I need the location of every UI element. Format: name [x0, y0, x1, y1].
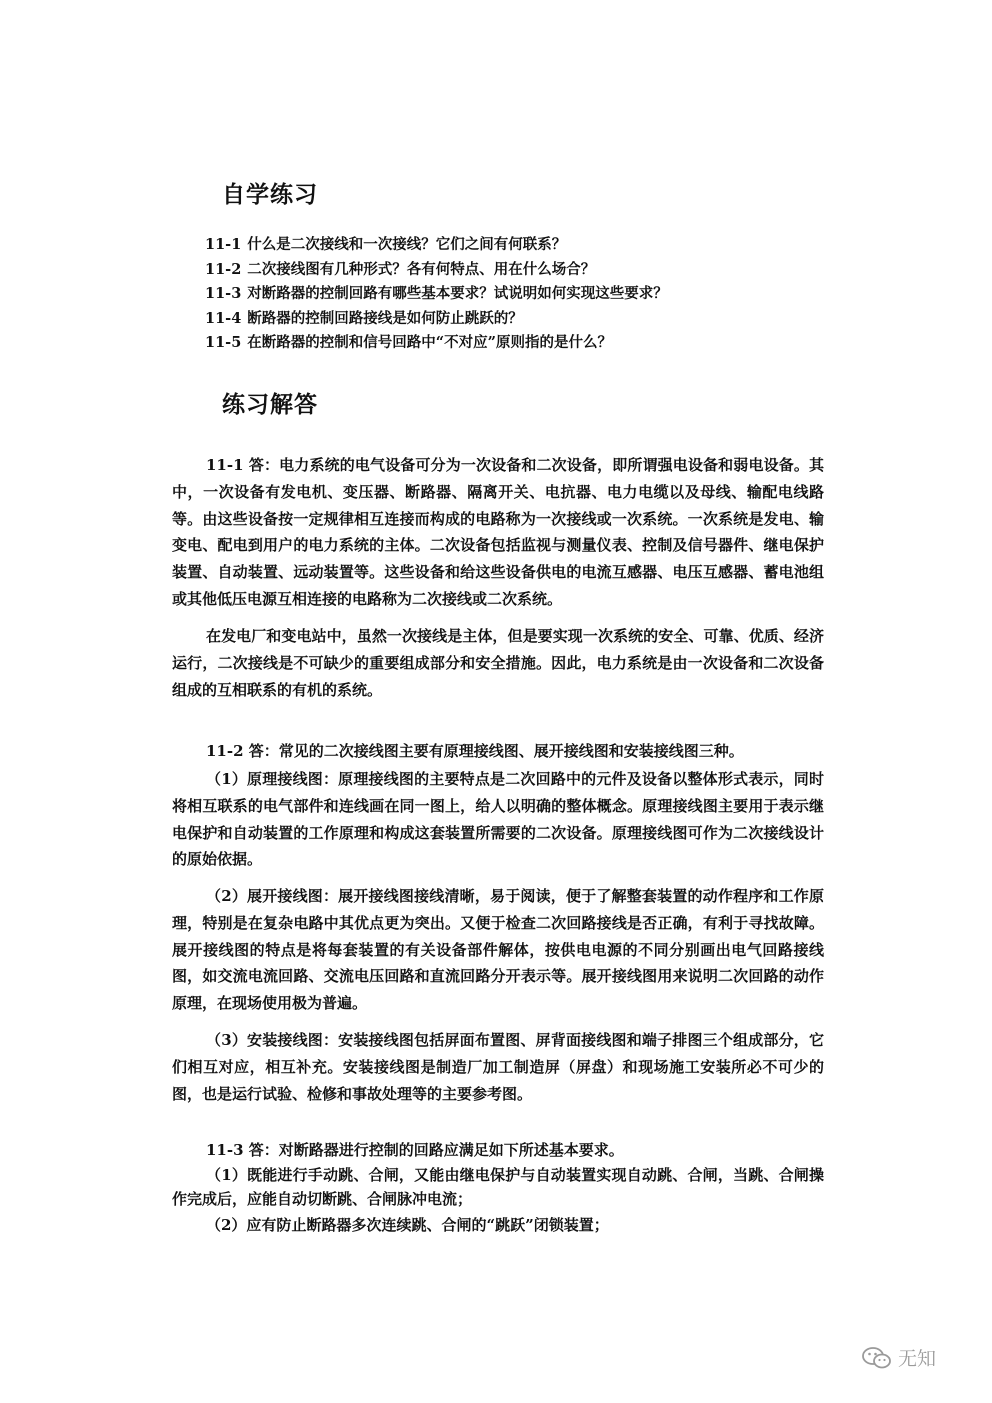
question-item: 11-3 对断路器的控制回路有哪些基本要求？试说明如何实现这些要求？: [205, 285, 668, 303]
wechat-icon: [862, 1346, 892, 1370]
question-item: 11-5 在断路器的控制和信号回路中“不对应”原则指的是什么？: [205, 334, 612, 352]
question-item: 11-1 什么是二次接线和一次接线？它们之间有何联系？: [205, 236, 567, 253]
watermark: [862, 1344, 936, 1371]
answer-11-2-intro: 11-2 答：常见的二次接线图主要有原理接线图、展开接线图和安装接线图三种。: [206, 742, 744, 760]
answer-11-2-paragraph-2: （2）展开接线图：展开接线图接线清晰，易于阅读，便于了解整套装置的动作程序和工作原理，特别是在复杂电路中其优点更为突出。又便于检查二次回路接线是否正确，有利于寻找故障。展开接线图的特点是将每套装置的有关设备部件解体，按供电电源的不同分别画出电气回路接线图，如交流电流回路、交流电压回路和直流回路分开表示等。展开接线图用来说明二次回路的动作原理，在现场使用极为普遍。: [172, 887, 824, 1013]
answer-11-3-intro: 11-3 答：对断路器进行控制的回路应满足如下所述基本要求。: [206, 1141, 624, 1159]
question-list: [205, 233, 668, 356]
answer-11-2-paragraph-3: （3）安装接线图：安装接线图包括屏面布置图、屏背面接线图和端子排图三个组成部分，它们相互对应，相互补充。安装接线图是制造厂加工制造屏（屏盘）和现场施工安装所必不可少的图，也是运行试验、检修和事故处理等的主要参考图。: [172, 1031, 824, 1103]
section-heading-answers: 练习解答: [222, 392, 318, 418]
question-item: 11-4 断路器的控制回路接线是如何防止跳跃的？: [205, 309, 523, 327]
section-heading-self-study: 自学练习: [222, 182, 318, 208]
answer-11-3-paragraph-1: （1）既能进行手动跳、合闸，又能由继电保护与自动装置实现自动跳、合闸，当跳、合闸操作完成后，应能自动切断跳、合闸脉冲电流；: [172, 1166, 824, 1208]
answer-11-2-paragraph-1: （1）原理接线图：原理接线图的主要特点是二次回路中的元件及设备以整体形式表示，同时将相互联系的电气部件和连线画在同一图上，给人以明确的整体概念。原理接线图主要用于表示继电保护和自动装置的工作原理和构成这套装置所需要的二次设备。原理接线图可作为二次接线设计的原始依据。: [172, 770, 824, 869]
answer-11-1-paragraph-1: 11-1 答：电力系统的电气设备可分为一次设备和二次设备，即所谓强电设备和弱电设备。其中，一次设备有发电机、变压器、断路器、隔离开关、电抗器、电力电缆以及母线、输配电线路等。由这些设备按一定规律相互连接而构成的电路称为一次接线或一次系统。一次系统是发电、输变电、配电到用户的电力系统的主体。二次设备包括监视与测量仪表、控制及信号器件、继电保护装置、自动装置、远动装置等。这些设备和给这些设备供电的电流互感器、电压互感器、蓄电池组或其他低压电源互相连接的电路称为二次接线或二次系统。: [172, 456, 824, 608]
watermark-text: 无知: [898, 1348, 937, 1370]
answer-11-3-paragraph-2: （2）应有防止断路器多次连续跳、合闸的“跳跃”闭锁装置；: [206, 1216, 609, 1234]
answer-11-1-paragraph-2: 在发电厂和变电站中，虽然一次接线是主体，但是要实现一次系统的安全、可靠、优质、经济运行，二次接线是不可缺少的重要组成部分和安全措施。因此，电力系统是由一次设备和二次设备组成的互相联系的有机的系统。: [172, 627, 824, 699]
question-item: 11-2 二次接线图有几种形式？各有何特点、用在什么场合？: [205, 260, 596, 278]
